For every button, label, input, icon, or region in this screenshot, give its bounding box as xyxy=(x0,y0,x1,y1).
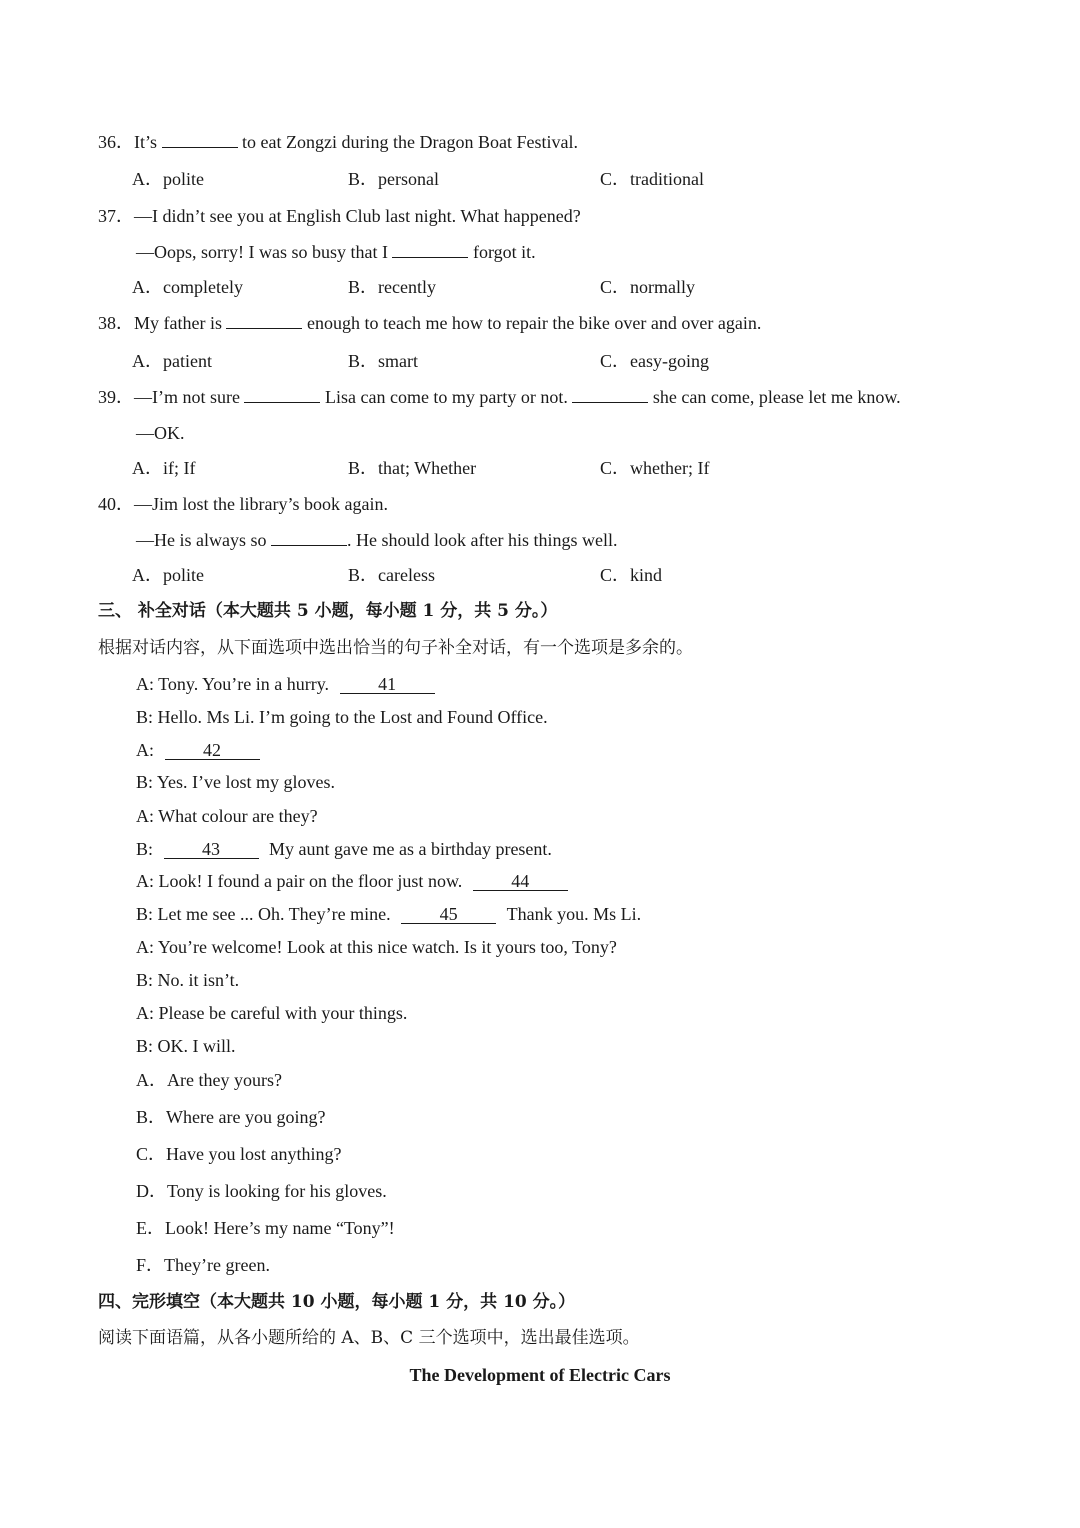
dialogue-text: A: Tony. You’re in a hurry. xyxy=(136,674,330,694)
section-4-heading: 四、完形填空（本大题共 10 小题，每小题 1 分，共 10 分。） xyxy=(98,1292,576,1312)
dialogue-line: A: You’re welcome! Look at this nice watch. Is it yours too, Tony? xyxy=(136,937,617,957)
question-text: My father is xyxy=(134,313,222,333)
dialogue-text: My aunt gave me as a birthday present. xyxy=(269,839,552,859)
dialogue-text: A: xyxy=(136,740,154,760)
question-text: —Oops, sorry! I was so busy that I xyxy=(136,242,388,262)
dialogue-line: B: Hello. Ms Li. I’m going to the Lost and Found Office. xyxy=(136,707,548,727)
answer-blank xyxy=(392,242,468,258)
option-a: A．polite xyxy=(132,169,204,189)
option-a: A．polite xyxy=(132,565,204,585)
option-b: B．smart xyxy=(348,351,418,371)
dialogue-option-f: F．They’re green. xyxy=(136,1255,270,1275)
question-40-line2 xyxy=(136,529,617,551)
question-number: 40． xyxy=(98,494,134,514)
question-text: —He is always so xyxy=(136,530,267,550)
question-text: —I’m not sure xyxy=(134,387,240,407)
dialogue-line xyxy=(136,739,260,761)
question-text: forgot it. xyxy=(472,242,536,262)
dialogue-blank-45: 45 xyxy=(401,905,496,924)
dialogue-blank-44: 44 xyxy=(473,872,568,891)
dialogue-line xyxy=(136,838,552,860)
option-b: B．recently xyxy=(348,277,436,297)
option-c: C．easy-going xyxy=(600,351,709,371)
dialogue-line xyxy=(136,870,568,892)
dialogue-option-c: C．Have you lost anything? xyxy=(136,1144,342,1164)
option-b: B．careless xyxy=(348,565,435,585)
dialogue-line: B: Yes. I’ve lost my gloves. xyxy=(136,772,336,792)
question-text: —Jim lost the library’s book again. xyxy=(134,494,388,514)
option-b: B．that; Whether xyxy=(348,458,477,478)
answer-blank xyxy=(244,387,320,403)
answer-blank xyxy=(572,387,648,403)
question-text: —I didn’t see you at English Club last night. What happened? xyxy=(134,206,581,226)
dialogue-line: A: What colour are they? xyxy=(136,806,318,826)
dialogue-text: B: xyxy=(136,839,154,859)
answer-blank xyxy=(226,313,302,329)
section-3-heading: 三、 补全对话（本大题共 5 小题，每小题 1 分，共 5 分。） xyxy=(98,601,558,621)
question-text: she can come, please let me know. xyxy=(652,387,901,407)
option-b: B．personal xyxy=(348,169,439,189)
question-36 xyxy=(98,131,578,153)
dialogue-text: B: Let me see ... Oh. They’re mine. xyxy=(136,904,391,924)
dialogue-option-b: B．Where are you going? xyxy=(136,1107,326,1127)
question-37-line2 xyxy=(136,241,536,263)
dialogue-line: B: OK. I will. xyxy=(136,1036,236,1056)
question-number: 39． xyxy=(98,387,134,407)
question-number: 37． xyxy=(98,206,134,226)
option-a: A．patient xyxy=(132,351,212,371)
question-text: Lisa can come to my party or not. xyxy=(324,387,568,407)
dialogue-blank-41: 41 xyxy=(340,675,435,694)
dialogue-blank-43: 43 xyxy=(164,840,259,859)
dialogue-line xyxy=(136,673,435,695)
dialogue-line xyxy=(136,903,641,925)
option-c: C．kind xyxy=(600,565,663,585)
question-text: to eat Zongzi during the Dragon Boat Festival. xyxy=(242,132,578,152)
question-38 xyxy=(98,312,761,334)
dialogue-line: A: Please be careful with your things. xyxy=(136,1003,408,1023)
question-40 xyxy=(98,493,388,515)
dialogue-option-a: A．Are they yours? xyxy=(136,1070,282,1090)
question-text: It’s xyxy=(134,132,158,152)
question-text: . He should look after his things well. xyxy=(346,530,618,550)
option-a: A．if; If xyxy=(132,458,196,478)
option-c: C．whether; If xyxy=(600,458,710,478)
dialogue-text: A: Look! I found a pair on the floor just now. xyxy=(136,871,463,891)
dialogue-option-d: D．Tony is looking for his gloves. xyxy=(136,1181,387,1201)
question-39 xyxy=(98,386,901,408)
question-39-line2: —OK. xyxy=(136,423,185,443)
question-number: 38． xyxy=(98,313,134,333)
dialogue-option-e: E．Look! Here’s my name “Tony”! xyxy=(136,1218,395,1238)
answer-blank xyxy=(162,132,238,148)
option-a: A．completely xyxy=(132,277,243,297)
answer-blank xyxy=(271,530,347,546)
question-text: enough to teach me how to repair the bike over and over again. xyxy=(306,313,762,333)
question-37 xyxy=(98,205,581,227)
dialogue-blank-42: 42 xyxy=(165,741,260,760)
section-4-instruction: 阅读下面语篇，从各小题所给的 A、B、C 三个选项中，选出最佳选项。 xyxy=(98,1328,640,1348)
question-number: 36． xyxy=(98,132,134,152)
option-c: C．normally xyxy=(600,277,695,297)
section-3-instruction: 根据对话内容，从下面选项中选出恰当的句子补全对话，有一个选项是多余的。 xyxy=(98,638,693,658)
dialogue-text: Thank you. Ms Li. xyxy=(506,904,642,924)
option-c: C．traditional xyxy=(600,169,704,189)
passage-title: The Development of Electric Cars xyxy=(409,1365,671,1385)
dialogue-line: B: No. it isn’t. xyxy=(136,970,240,990)
